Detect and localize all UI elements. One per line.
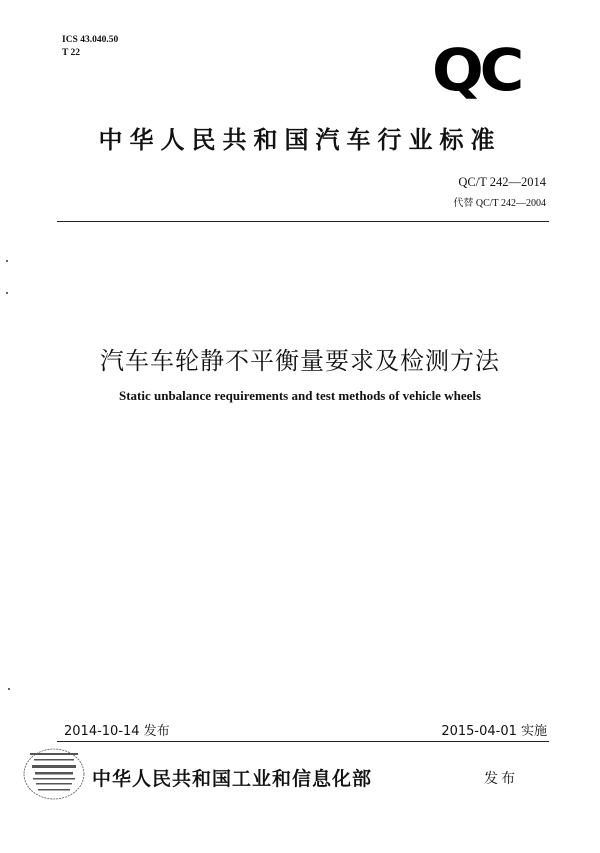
publisher-seal-stamp xyxy=(20,745,88,803)
ccs-code: T 22 xyxy=(62,48,81,58)
title-chinese: 汽车车轮静不平衡量要求及检测方法 xyxy=(100,347,500,375)
header-divider xyxy=(57,221,549,222)
scan-speck xyxy=(8,688,10,690)
qc-logo: QC xyxy=(432,36,521,104)
implementation-date: 2015-04-01 实施 xyxy=(441,724,547,739)
standard-number: QC/T 242—2014 xyxy=(458,175,546,189)
standard-category: 中华人民共和国汽车行业标准 xyxy=(98,126,502,154)
footer-divider xyxy=(57,741,549,742)
scan-speck xyxy=(6,260,8,262)
classification-codes xyxy=(62,34,118,60)
ics-code: ICS 43.040.50 xyxy=(62,35,119,45)
scan-speck xyxy=(6,292,8,294)
publish-label: 发布 xyxy=(484,771,518,787)
publisher-name: 中华人民共和国工业和信息化部 xyxy=(92,768,373,790)
replaces-standard: 代替 QC/T 242—2004 xyxy=(453,198,546,209)
title-english: Static unbalance requirements and test methods of vehicle wheels xyxy=(118,388,482,403)
issue-date: 2014-10-14 发布 xyxy=(64,724,170,739)
